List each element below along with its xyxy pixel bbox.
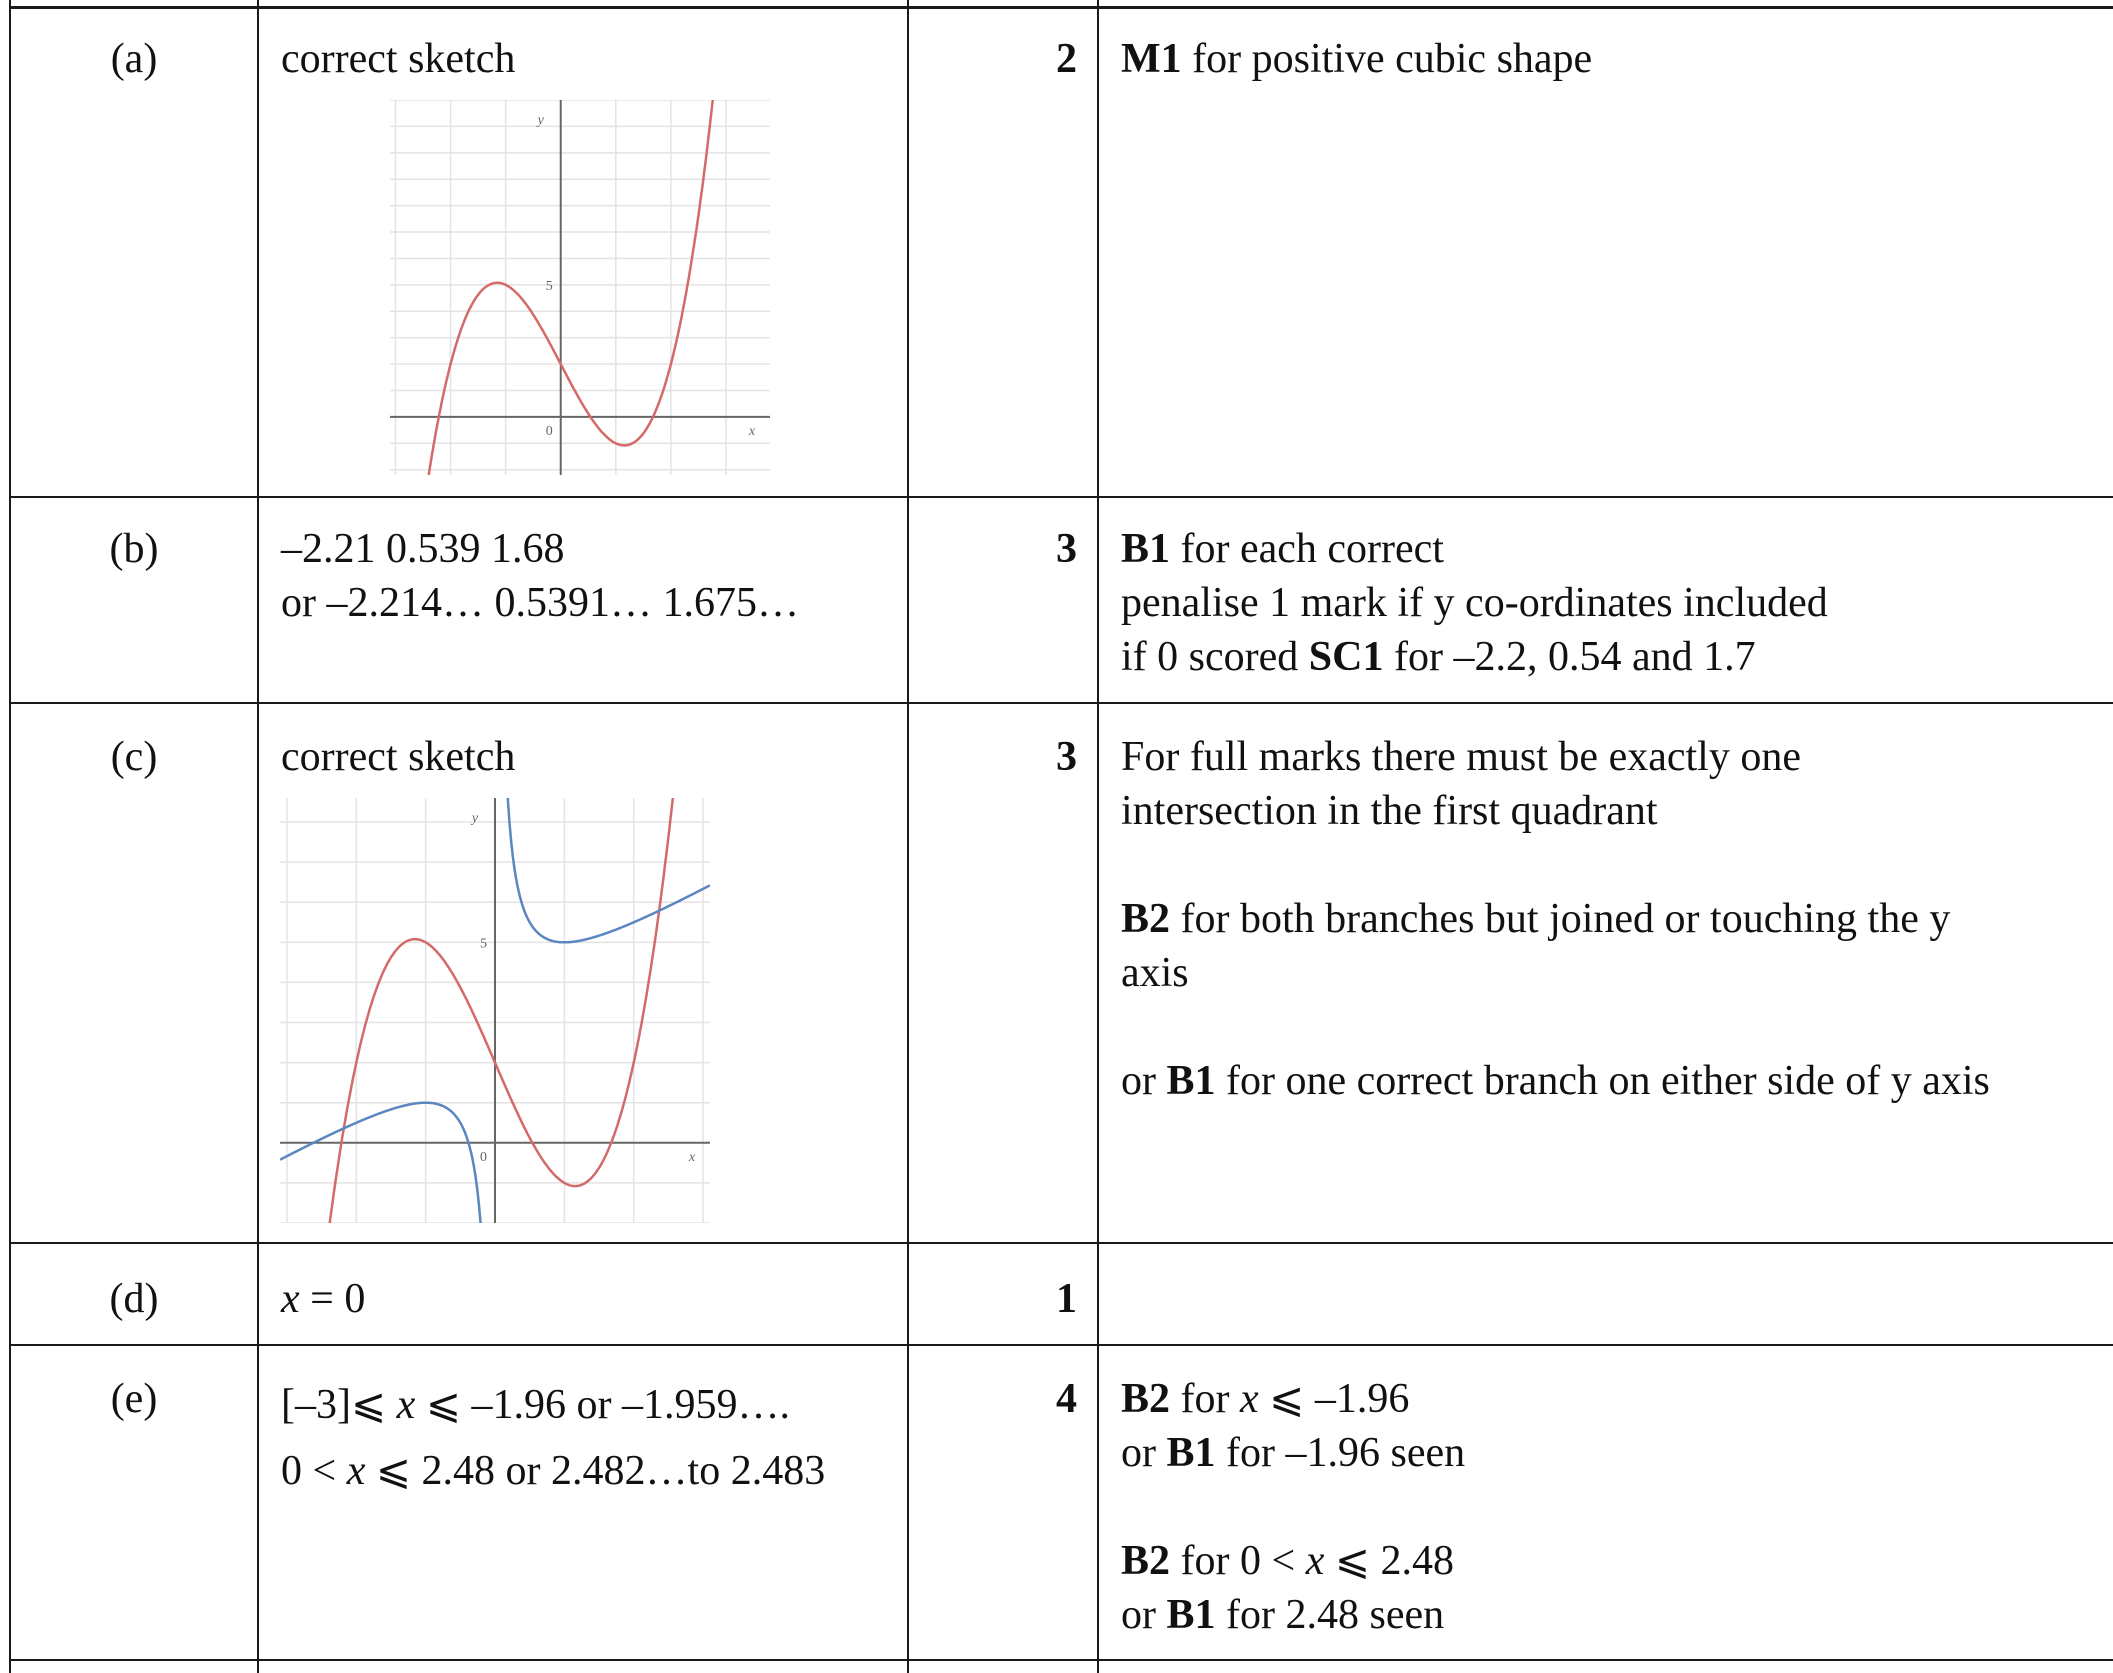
x-axis-label: x	[688, 1149, 696, 1165]
row-divider-4	[10, 1344, 2113, 1346]
origin-label: 0	[545, 423, 553, 439]
guidance-line	[1121, 630, 1828, 684]
mark-code: SC1	[1308, 634, 1384, 680]
mark-code: B1	[1166, 1058, 1216, 1104]
guidance-text: for one correct branch on either side of y axis	[1215, 1058, 1990, 1104]
answer-label-a: correct sketch	[281, 36, 516, 82]
variable-x: x	[1305, 1538, 1325, 1584]
guidance-text: for each correct	[1170, 526, 1444, 572]
variable-x: x	[346, 1448, 366, 1494]
variable-x: x	[1240, 1376, 1259, 1422]
origin-label: 0	[480, 1149, 487, 1165]
variable-x: x	[396, 1382, 416, 1428]
column-divider-1	[257, 0, 259, 1673]
guidance-text: for –2.2, 0.54 and 1.7	[1383, 634, 1756, 680]
tick-label-5: 5	[545, 278, 553, 294]
part-label-c: (c)	[110, 734, 158, 780]
marks-b: 3	[1056, 526, 1077, 572]
guidance-c	[1121, 730, 1990, 1108]
guidance-line	[1121, 1372, 1465, 1426]
answer-e	[281, 1372, 825, 1504]
row-divider-3	[10, 1242, 2113, 1244]
row-divider-2	[10, 702, 2113, 704]
answer-b	[281, 522, 799, 630]
guidance-b	[1121, 522, 1828, 684]
marks-c: 3	[1056, 734, 1077, 780]
part-label-d: (d)	[109, 1276, 159, 1322]
variable-x: x	[281, 1276, 300, 1322]
mark-code: B2	[1121, 1376, 1171, 1422]
guidance-text: or	[1121, 1430, 1167, 1476]
mark-code: B1	[1166, 1430, 1216, 1476]
guidance-text: if 0 scored	[1121, 634, 1309, 680]
y-axis-label: y	[471, 811, 479, 826]
part-label-a: (a)	[110, 36, 158, 82]
marks-e: 4	[1056, 1376, 1077, 1422]
mark-code: B1	[1166, 1592, 1216, 1638]
row-divider-5	[10, 1659, 2113, 1661]
mark-code: M1	[1121, 36, 1182, 82]
guidance-line: axis	[1121, 950, 1189, 996]
x-axis-label: x	[748, 423, 756, 439]
guidance-text: ⩽ –1.96	[1258, 1376, 1410, 1422]
marks-d: 1	[1056, 1276, 1077, 1322]
guidance-line: intersection in the first quadrant	[1121, 788, 1658, 834]
part-label-b: (b)	[109, 526, 159, 572]
guidance-a	[1121, 32, 1592, 86]
guidance-line: For full marks there must be exactly one	[1121, 734, 1801, 780]
guidance-text: for positive cubic shape	[1181, 36, 1593, 82]
mark-code: B1	[1121, 526, 1171, 572]
tick-label-5: 5	[480, 936, 487, 952]
answer-text: ⩽ 2.48 or 2.482…to 2.483	[365, 1448, 826, 1494]
guidance-text: for 2.48 seen	[1215, 1592, 1445, 1638]
mark-code: B2	[1121, 896, 1171, 942]
guidance-line	[1121, 892, 1990, 946]
cubic-sketch-a	[390, 100, 770, 475]
answer-text: [–3]⩽	[281, 1382, 397, 1428]
column-divider-3	[1097, 0, 1099, 1673]
part-label-e: (e)	[110, 1376, 158, 1422]
guidance-line	[1121, 1588, 1465, 1642]
cubic-and-reciprocal-sketch-c	[280, 798, 710, 1223]
answer-line: –2.21 0.539 1.68	[281, 526, 565, 572]
answer-label-c: correct sketch	[281, 734, 516, 780]
answer-text: = 0	[299, 1276, 366, 1322]
guidance-text: or	[1121, 1592, 1167, 1638]
border-top	[10, 6, 2113, 9]
answer-text: ⩽ –1.96 or –1.959….	[415, 1382, 791, 1428]
answer-line	[281, 1372, 825, 1438]
guidance-line	[1121, 1054, 1990, 1108]
guidance-text: for 0 <	[1170, 1538, 1306, 1584]
guidance-line	[1121, 1534, 1465, 1588]
answer-line: or –2.214… 0.5391… 1.675…	[281, 580, 799, 626]
guidance-text: for both branches but joined or touching the y	[1170, 896, 1951, 942]
guidance-text: for –1.96 seen	[1215, 1430, 1466, 1476]
answer-line	[281, 1438, 825, 1504]
row-divider-1	[10, 496, 2113, 498]
guidance-e	[1121, 1372, 1465, 1642]
guidance-text: for	[1170, 1376, 1240, 1422]
mark-code: B2	[1121, 1538, 1171, 1584]
guidance-line	[1121, 1426, 1465, 1480]
answer-d	[281, 1272, 365, 1326]
guidance-line: penalise 1 mark if y co-ordinates included	[1121, 580, 1828, 626]
guidance-line	[1121, 522, 1828, 576]
guidance-spacer	[1121, 838, 1990, 892]
guidance-text: ⩽ 2.48	[1324, 1538, 1455, 1584]
answer-text: 0 <	[281, 1448, 347, 1494]
guidance-spacer	[1121, 1480, 1465, 1534]
marks-a: 2	[1056, 36, 1077, 82]
guidance-text: or	[1121, 1058, 1167, 1104]
guidance-spacer	[1121, 1000, 1990, 1054]
y-axis-label: y	[537, 113, 544, 128]
